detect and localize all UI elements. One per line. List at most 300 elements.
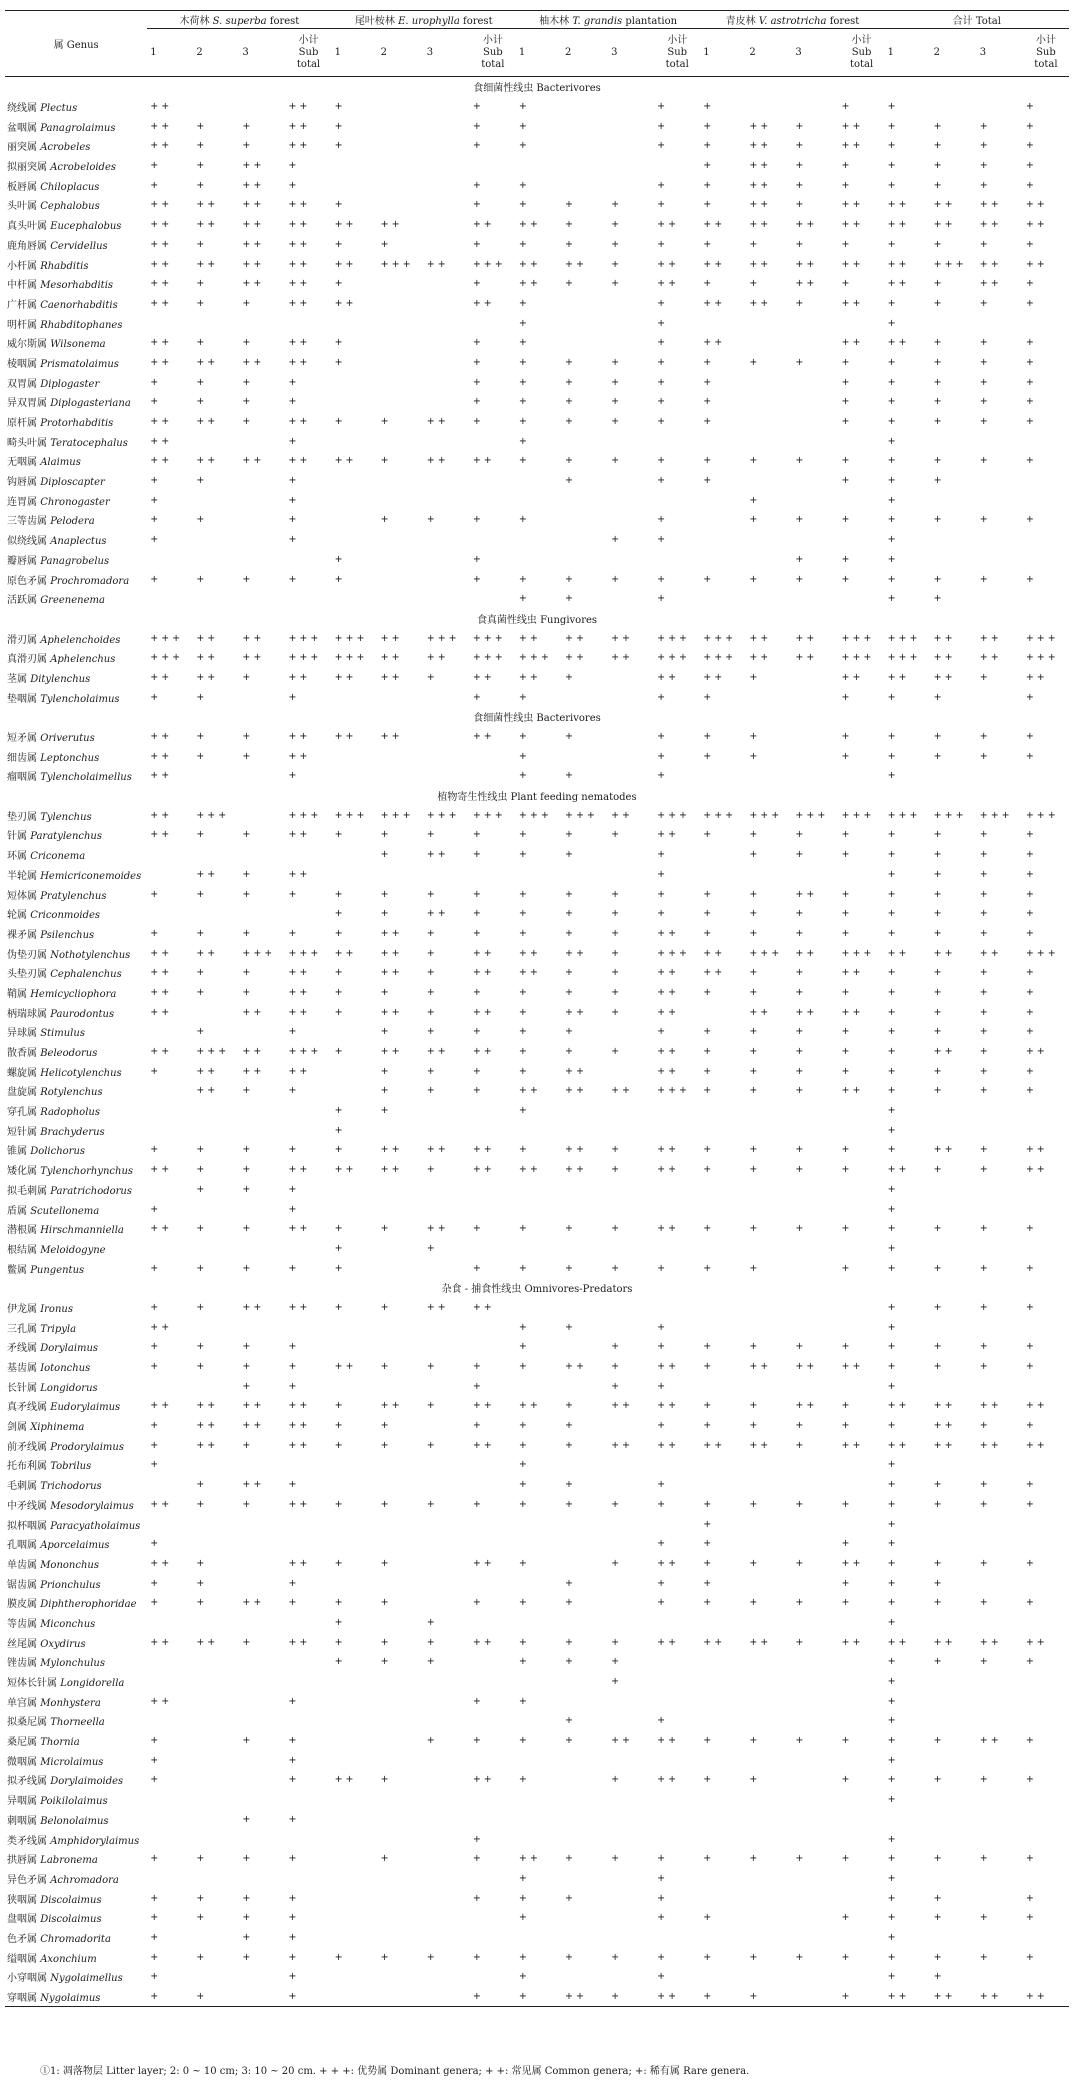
abundance-cell: + <box>472 1026 484 1038</box>
abundance-cell: + <box>749 1853 761 1865</box>
table-row <box>5 1495 1069 1515</box>
abundance-cell: + <box>334 278 346 290</box>
abundance-cell <box>378 490 424 510</box>
abundance-cell <box>516 1239 562 1259</box>
abundance-cell: + <box>749 1951 761 1963</box>
abundance-cell: ++ <box>288 297 311 309</box>
abundance-cell <box>931 766 977 786</box>
abundance-cell: ++ <box>518 258 541 270</box>
abundance-cell <box>608 1967 654 1987</box>
abundance-cell: + <box>242 829 254 841</box>
abundance-cell <box>470 1810 516 1830</box>
abundance-cell <box>931 431 977 451</box>
abundance-cell <box>378 1317 424 1337</box>
table-row <box>5 727 1069 747</box>
abundance-cell <box>378 1967 424 1987</box>
abundance-cell <box>562 550 608 570</box>
abundance-cell <box>378 156 424 176</box>
abundance-cell <box>608 1317 654 1337</box>
abundance-cell <box>332 589 378 609</box>
abundance-cell: + <box>841 1577 853 1589</box>
abundance-cell: ++ <box>611 632 633 644</box>
abundance-cell: + <box>564 1656 576 1668</box>
abundance-cell: + <box>979 1951 991 1963</box>
abundance-cell: + <box>611 238 623 250</box>
abundance-cell <box>470 1652 516 1672</box>
genus-cell: 拟桑尼属 Thorneella <box>7 1717 105 1729</box>
abundance-cell <box>516 1573 562 1593</box>
abundance-cell <box>239 1711 285 1731</box>
abundance-cell: + <box>426 888 438 900</box>
abundance-cell <box>470 156 516 176</box>
abundance-cell <box>147 1081 193 1101</box>
abundance-cell: ++ <box>611 1085 633 1097</box>
abundance-cell <box>424 727 470 747</box>
abundance-cell <box>1023 1534 1069 1554</box>
genus-cell: 拟杯咽属 Paracyatholaimus <box>7 1520 141 1532</box>
table-row <box>5 1829 1069 1849</box>
abundance-cell <box>239 530 285 550</box>
abundance-cell <box>424 235 470 255</box>
abundance-cell: + <box>841 1065 853 1077</box>
abundance-cell: + <box>611 1006 623 1018</box>
abundance-cell <box>562 97 608 117</box>
abundance-cell: + <box>426 514 438 526</box>
abundance-cell: + <box>196 750 208 762</box>
abundance-cell: + <box>933 1498 945 1510</box>
abundance-cell <box>977 766 1023 786</box>
abundance-cell: ++ <box>564 1144 587 1156</box>
abundance-cell: ++ <box>657 1144 680 1156</box>
abundance-cell: + <box>657 1597 669 1609</box>
abundance-cell: + <box>518 101 530 113</box>
abundance-cell: ++ <box>749 258 772 270</box>
abundance-cell <box>792 1573 838 1593</box>
abundance-cell: + <box>472 337 484 349</box>
abundance-cell <box>147 589 193 609</box>
abundance-cell: ++ <box>472 1439 495 1451</box>
abundance-cell: + <box>242 1361 254 1373</box>
abundance-cell <box>700 1239 746 1259</box>
abundance-cell <box>470 313 516 333</box>
table-row <box>5 1317 1069 1337</box>
abundance-cell: + <box>196 160 208 172</box>
table-row <box>5 136 1069 156</box>
abundance-cell: +++ <box>749 809 783 821</box>
abundance-cell: ++ <box>979 219 1002 231</box>
abundance-cell: + <box>887 1459 899 1471</box>
abundance-cell <box>931 1829 977 1849</box>
abundance-cell <box>654 550 700 570</box>
abundance-cell <box>700 1455 746 1475</box>
abundance-cell: + <box>288 1085 300 1097</box>
abundance-cell <box>839 1514 885 1534</box>
table-row <box>5 1908 1069 1928</box>
abundance-cell <box>977 1199 1023 1219</box>
abundance-cell <box>608 1928 654 1948</box>
abundance-cell <box>562 1672 608 1692</box>
abundance-cell: + <box>1025 986 1037 998</box>
abundance-cell <box>470 766 516 786</box>
abundance-cell: ++ <box>242 199 265 211</box>
abundance-cell: + <box>196 1557 208 1569</box>
abundance-cell: + <box>841 1597 853 1609</box>
abundance-cell <box>470 746 516 766</box>
table-row <box>5 904 1069 924</box>
abundance-cell: + <box>472 238 484 250</box>
genus-cell: 原色矛属 Prochromadora <box>7 575 130 587</box>
abundance-cell: + <box>795 1144 807 1156</box>
abundance-cell: + <box>380 514 392 526</box>
abundance-cell: + <box>518 435 530 447</box>
abundance-cell: ++ <box>242 1046 265 1058</box>
abundance-cell: + <box>196 396 208 408</box>
genus-cell: 明杆属 Rhabditophanes <box>7 319 123 331</box>
abundance-cell: + <box>288 1971 300 1983</box>
abundance-cell: + <box>288 1853 300 1865</box>
abundance-cell: + <box>611 258 623 270</box>
abundance-cell <box>1023 471 1069 491</box>
abundance-cell: + <box>703 1912 715 1924</box>
abundance-cell: + <box>285 1987 331 2007</box>
abundance-cell: ++ <box>887 199 910 211</box>
abundance-cell <box>792 1810 838 1830</box>
abundance-cell: + <box>611 1656 623 1668</box>
genus-cell: 真矛线属 Eudorylaimus <box>7 1402 121 1414</box>
abundance-cell <box>977 1317 1023 1337</box>
abundance-cell <box>1023 1573 1069 1593</box>
abundance-cell <box>1023 1829 1069 1849</box>
abundance-cell <box>424 687 470 707</box>
abundance-cell: ++ <box>749 179 772 191</box>
abundance-cell: ++ <box>562 1987 608 2007</box>
abundance-cell: ++ <box>426 416 449 428</box>
abundance-cell: + <box>749 849 761 861</box>
abundance-cell: + <box>841 553 853 565</box>
abundance-cell: ++ <box>150 986 173 998</box>
abundance-cell: ++ <box>657 1774 680 1786</box>
abundance-cell <box>470 1613 516 1633</box>
genus-cell: 前矛线属 Prodorylaimus <box>7 1441 124 1453</box>
abundance-cell: ++ <box>933 1420 956 1432</box>
abundance-cell: ++ <box>979 1400 1002 1412</box>
abundance-cell <box>608 1120 654 1140</box>
abundance-cell: + <box>611 356 623 368</box>
abundance-cell: ++ <box>150 1636 173 1648</box>
abundance-cell <box>977 1967 1023 1987</box>
table-row <box>5 1199 1069 1219</box>
abundance-cell <box>147 313 193 333</box>
abundance-cell <box>562 1455 608 1475</box>
abundance-cell <box>332 1672 378 1692</box>
abundance-cell <box>654 1298 700 1318</box>
abundance-cell: ++ <box>196 652 219 664</box>
abundance-cell: + <box>518 1223 530 1235</box>
column-3-header: 3 <box>424 29 470 77</box>
subtotal-header: 小计 Sub total <box>470 29 516 77</box>
abundance-cell: + <box>933 1597 945 1609</box>
abundance-cell: ++ <box>288 238 311 250</box>
abundance-cell <box>792 1691 838 1711</box>
table-row <box>5 372 1069 392</box>
abundance-cell <box>977 1672 1023 1692</box>
table-row <box>5 1731 1069 1751</box>
abundance-cell: + <box>703 120 715 132</box>
genus-cell: 鹿角唇属 Cervidellus <box>7 240 108 252</box>
abundance-cell: + <box>887 1242 899 1254</box>
abundance-cell: + <box>426 1242 438 1254</box>
abundance-cell <box>1023 1180 1069 1200</box>
abundance-cell: ++ <box>657 1046 680 1058</box>
abundance-cell: ++ <box>288 101 311 113</box>
abundance-cell: + <box>472 514 484 526</box>
table-row <box>5 1396 1069 1416</box>
abundance-cell <box>792 490 838 510</box>
table-row <box>5 1219 1069 1239</box>
abundance-cell <box>746 1928 792 1948</box>
abundance-cell: ++ <box>795 632 818 644</box>
abundance-cell: ++ <box>150 416 173 428</box>
abundance-cell: +++ <box>887 652 921 664</box>
abundance-cell <box>239 845 285 865</box>
abundance-cell: + <box>288 691 300 703</box>
abundance-cell: + <box>703 1735 715 1747</box>
genus-cell: 中杆属 Mesorhabditis <box>7 280 114 292</box>
abundance-cell: ++ <box>196 1400 219 1412</box>
abundance-cell: + <box>795 553 807 565</box>
abundance-cell: + <box>887 1833 899 1845</box>
abundance-cell <box>193 1672 239 1692</box>
abundance-cell <box>147 1120 193 1140</box>
abundance-cell: ++ <box>150 435 173 447</box>
abundance-cell: +++ <box>795 809 829 821</box>
abundance-cell <box>562 865 608 885</box>
abundance-cell: ++ <box>979 947 1002 959</box>
abundance-cell <box>839 1711 885 1731</box>
abundance-cell: ++ <box>150 1164 173 1176</box>
abundance-cell: ++ <box>564 1065 587 1077</box>
abundance-cell <box>746 589 792 609</box>
abundance-cell: ++ <box>242 1301 265 1313</box>
abundance-cell: + <box>242 1951 254 1963</box>
abundance-cell: + <box>703 1597 715 1609</box>
abundance-cell: ++ <box>931 1987 977 2007</box>
abundance-cell <box>608 1908 654 1928</box>
abundance-cell: + <box>472 691 484 703</box>
abundance-cell <box>746 1750 792 1770</box>
abundance-cell <box>378 1928 424 1948</box>
abundance-cell: + <box>380 888 392 900</box>
abundance-cell: ++ <box>703 1439 726 1451</box>
abundance-cell: + <box>887 553 899 565</box>
abundance-cell: + <box>564 986 576 998</box>
genus-cell: 潜根属 Hirschmanniella <box>7 1225 124 1237</box>
abundance-cell: + <box>841 1951 853 1963</box>
abundance-cell: + <box>334 1105 346 1117</box>
abundance-cell: + <box>933 1577 945 1589</box>
abundance-cell: + <box>887 1892 899 1904</box>
abundance-cell <box>792 687 838 707</box>
abundance-cell <box>147 1790 193 1810</box>
abundance-cell <box>562 1613 608 1633</box>
abundance-cell <box>1023 589 1069 609</box>
abundance-cell: + <box>196 1912 208 1924</box>
abundance-cell <box>147 865 193 885</box>
abundance-cell <box>700 589 746 609</box>
abundance-cell: ++ <box>150 356 173 368</box>
abundance-cell: + <box>426 1026 438 1038</box>
genus-cell: 轮属 Criconmoides <box>7 910 101 922</box>
abundance-cell: + <box>887 1676 899 1688</box>
abundance-cell: + <box>933 1006 945 1018</box>
abundance-cell: ++ <box>288 1223 311 1235</box>
abundance-cell: + <box>242 1636 254 1648</box>
abundance-cell: + <box>334 1616 346 1628</box>
abundance-cell <box>700 865 746 885</box>
abundance-cell: + <box>703 908 715 920</box>
abundance-cell <box>285 313 331 333</box>
abundance-cell: + <box>518 1951 530 1963</box>
abundance-cell <box>792 746 838 766</box>
abundance-cell: ++ <box>288 219 311 231</box>
abundance-cell <box>608 845 654 865</box>
genus-cell: 半轮属 Hemicriconemoides <box>7 870 142 882</box>
abundance-cell <box>608 431 654 451</box>
abundance-cell: + <box>887 1203 899 1215</box>
abundance-cell <box>608 1790 654 1810</box>
abundance-cell <box>424 116 470 136</box>
genus-cell: 螺旋属 Helicotylenchus <box>7 1067 122 1079</box>
abundance-cell <box>562 1790 608 1810</box>
abundance-cell <box>239 1317 285 1337</box>
abundance-cell: ++ <box>933 1400 956 1412</box>
abundance-cell: + <box>242 1223 254 1235</box>
abundance-cell <box>147 1180 193 1200</box>
abundance-cell <box>470 431 516 451</box>
abundance-cell: ++ <box>426 455 449 467</box>
abundance-cell: + <box>242 376 254 388</box>
abundance-cell: +++ <box>472 632 506 644</box>
abundance-cell: ++ <box>196 356 219 368</box>
abundance-cell <box>977 471 1023 491</box>
table-row <box>5 254 1069 274</box>
abundance-cell: +++ <box>657 632 691 644</box>
table-row <box>5 530 1069 550</box>
abundance-cell: + <box>288 573 300 585</box>
abundance-cell: + <box>841 376 853 388</box>
abundance-cell <box>1023 1967 1069 1987</box>
abundance-cell <box>608 1061 654 1081</box>
abundance-cell <box>562 1298 608 1318</box>
abundance-cell: + <box>841 455 853 467</box>
abundance-cell: ++ <box>749 632 772 644</box>
abundance-cell: + <box>516 1987 562 2007</box>
abundance-cell <box>193 1239 239 1259</box>
abundance-cell <box>424 1376 470 1396</box>
genus-cell: 托布利属 Tobrilus <box>7 1461 92 1473</box>
abundance-cell: + <box>334 1144 346 1156</box>
abundance-cell <box>332 1829 378 1849</box>
abundance-cell: + <box>150 691 162 703</box>
abundance-cell: + <box>795 1951 807 1963</box>
abundance-cell <box>839 1810 885 1830</box>
abundance-cell <box>516 1120 562 1140</box>
abundance-cell <box>424 175 470 195</box>
genus-cell: 丝尾属 Oxydirus <box>7 1638 86 1650</box>
abundance-cell <box>700 1120 746 1140</box>
abundance-cell: +++ <box>841 632 875 644</box>
abundance-cell <box>746 313 792 333</box>
abundance-cell <box>378 97 424 117</box>
abundance-cell <box>792 372 838 392</box>
abundance-cell: + <box>703 455 715 467</box>
abundance-cell <box>378 746 424 766</box>
abundance-cell: ++ <box>1025 199 1048 211</box>
abundance-cell: + <box>703 1518 715 1530</box>
abundance-cell: + <box>426 927 438 939</box>
abundance-cell <box>332 1888 378 1908</box>
abundance-cell: + <box>518 1065 530 1077</box>
abundance-cell: + <box>657 573 669 585</box>
abundance-cell: + <box>334 967 346 979</box>
abundance-cell: + <box>380 1420 392 1432</box>
abundance-cell <box>239 1239 285 1259</box>
abundance-cell: + <box>979 297 991 309</box>
abundance-cell <box>792 97 838 117</box>
abundance-cell: + <box>887 829 899 841</box>
abundance-cell: + <box>426 1439 438 1451</box>
abundance-cell <box>839 1869 885 1889</box>
abundance-cell <box>424 1554 470 1574</box>
abundance-cell: + <box>749 1557 761 1569</box>
table-row <box>5 1101 1069 1121</box>
abundance-cell <box>470 490 516 510</box>
abundance-cell: ++ <box>472 731 495 743</box>
abundance-cell: + <box>979 179 991 191</box>
abundance-cell: ++ <box>979 1439 1002 1451</box>
genus-cell: 鞘属 Hemicycliophora <box>7 988 117 1000</box>
abundance-cell: + <box>611 396 623 408</box>
abundance-cell: + <box>703 731 715 743</box>
abundance-cell <box>792 1258 838 1278</box>
abundance-cell: + <box>933 1085 945 1097</box>
abundance-cell: + <box>795 120 807 132</box>
abundance-cell <box>332 175 378 195</box>
abundance-cell <box>562 1180 608 1200</box>
abundance-cell <box>378 1711 424 1731</box>
abundance-cell <box>931 1514 977 1534</box>
abundance-cell: + <box>242 1085 254 1097</box>
abundance-cell: + <box>887 1223 899 1235</box>
abundance-cell <box>977 1711 1023 1731</box>
abundance-cell <box>424 1337 470 1357</box>
abundance-cell <box>977 490 1023 510</box>
abundance-cell: + <box>657 1577 669 1589</box>
abundance-cell <box>424 1770 470 1790</box>
abundance-cell: ++ <box>150 1498 173 1510</box>
abundance-cell: + <box>196 967 208 979</box>
abundance-cell: + <box>933 514 945 526</box>
abundance-cell: ++ <box>657 1065 680 1077</box>
abundance-cell: + <box>242 1735 254 1747</box>
abundance-cell <box>608 766 654 786</box>
abundance-cell: + <box>1025 179 1037 191</box>
abundance-cell: + <box>933 849 945 861</box>
abundance-cell: + <box>933 927 945 939</box>
abundance-cell: + <box>472 179 484 191</box>
abundance-cell <box>746 1534 792 1554</box>
abundance-cell: ++ <box>887 219 910 231</box>
